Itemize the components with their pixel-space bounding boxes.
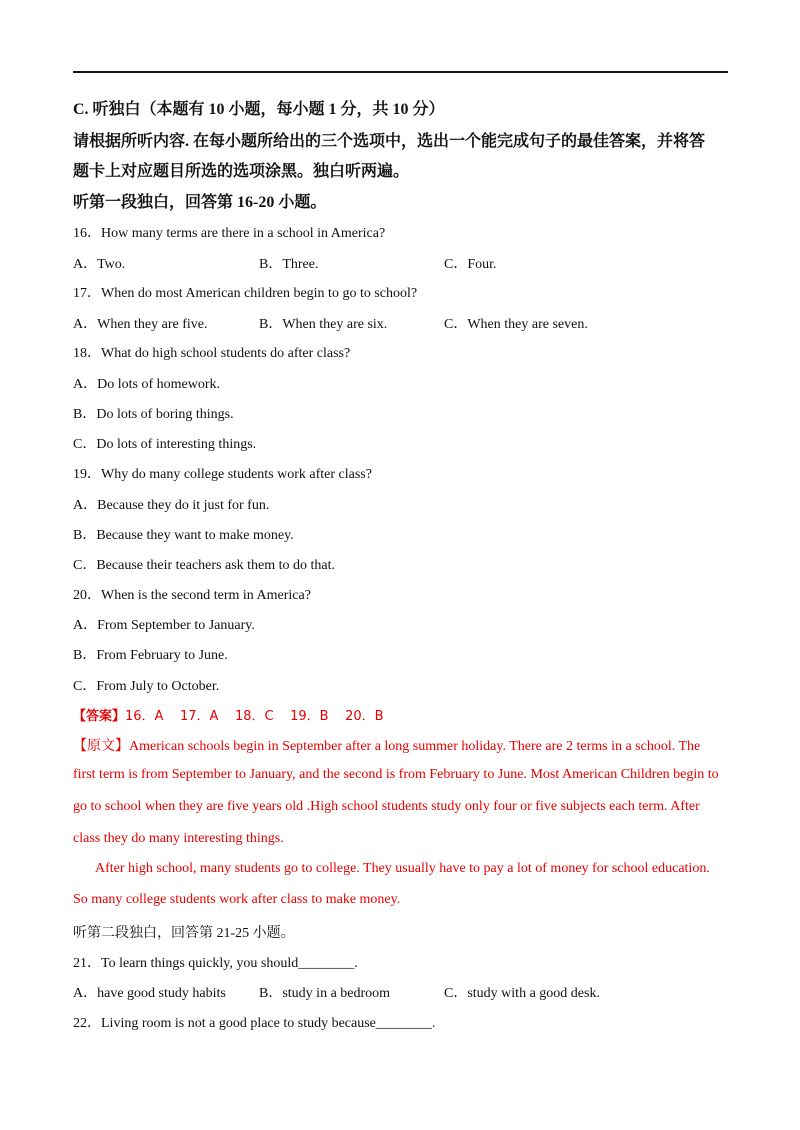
q17-option-b: B．When they are six. [259,317,388,332]
question-22: 22．Living room is not a good place to study because________. [73,1016,436,1031]
question-21: 21．To learn things quickly, you should________. [73,956,358,971]
transcript-line-5: After high school, many students go to college. They usually have to pay a lot of money for school education. [95,861,710,876]
transcript-line-1 [73,735,700,755]
q21-option-a: A．have good study habits [73,986,226,1001]
transcript-line-3: go to school when they are five years old .High school students study only four or five subjects each term. After [73,799,700,814]
q21-option-c: C．study with a good desk. [444,986,600,1001]
transcript-label: 【原文】 [73,739,129,754]
section-c-instruction-line1: 请根据所听内容. 在每小题所给出的三个选项中，选出一个能完成句子的最佳答案，并将答 [73,133,706,150]
answer-items: 16．A 17．A 18．C 19．B 20．B [125,709,384,724]
transcript-line-4: class they do many interesting things. [73,831,284,846]
part1-heading: 听第一段独白，回答第 16-20 小题。 [73,194,327,211]
answer-key [73,705,384,724]
q20-option-a: A．From September to January. [73,618,255,633]
transcript-line-2: first term is from September to January, and the second is from February to June. Most American Children begin to [73,767,719,782]
q18-option-c: C．Do lots of interesting things. [73,437,257,452]
q17-option-a: A．When they are five. [73,317,208,332]
header-rule [73,71,728,73]
q19-option-b: B．Because they want to make money. [73,528,294,543]
question-17: 17．When do most American children begin to go to school? [73,286,418,301]
q16-option-a: A．Two. [73,257,126,272]
q18-option-a: A．Do lots of homework. [73,377,220,392]
q19-option-a: A．Because they do it just for fun. [73,498,270,513]
q21-option-b: B．study in a bedroom [259,986,391,1001]
question-20: 20．When is the second term in America? [73,588,311,603]
question-16: 16．How many terms are there in a school in America? [73,226,386,241]
q20-option-c: C．From July to October. [73,679,220,694]
section-c-instruction-line2: 题卡上对应题目所选的选项涂黑。独白听两遍。 [73,163,410,180]
section-c-title: C. 听独白（本题有 10 小题，每小题 1 分，共 10 分） [73,101,445,118]
q16-option-b: B．Three. [259,257,319,272]
question-18: 18．What do high school students do after class? [73,346,351,361]
q19-option-c: C．Because their teachers ask them to do that. [73,558,336,573]
q20-option-b: B．From February to June. [73,648,228,663]
q16-option-c: C．Four. [444,257,497,272]
q17-option-c: C．When they are seven. [444,317,588,332]
answer-label: 【答案】 [73,709,126,724]
part2-heading: 听第二段独白，回答第 21-25 小题。 [73,926,295,941]
transcript-text-1: American schools begin in September after a long summer holiday. There are 2 terms in a school. The [129,739,701,754]
q18-option-b: B．Do lots of boring things. [73,407,234,422]
transcript-line-6: So many college students work after class to make money. [73,892,401,907]
question-19: 19．Why do many college students work after class? [73,467,372,482]
